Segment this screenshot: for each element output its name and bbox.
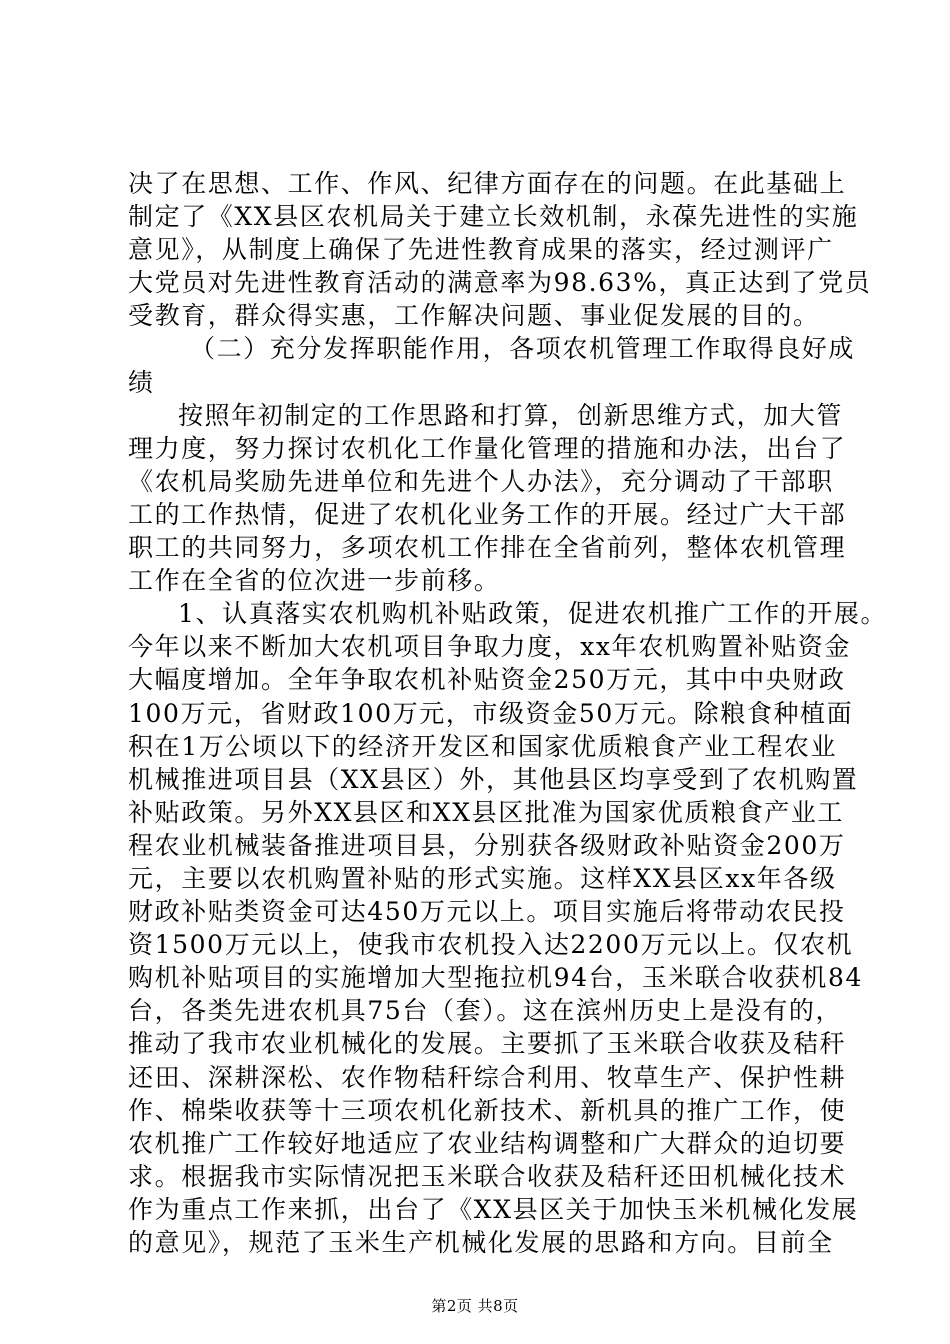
body-line: 农机推广工作较好地适应了农业结构调整和广大群众的迫切要 <box>128 1128 847 1158</box>
body-line: 制定了《XX县区农机局关于建立长效机制，永葆先进性的实施 <box>128 202 859 232</box>
body-line: 推动了我市农业机械化的发展。主要抓了玉米联合收获及秸秆 <box>128 1029 847 1059</box>
subsection-heading: 1、认真落实农机购机补贴政策，促进农机推广工作的开展。 <box>178 599 888 629</box>
section-heading: （二）充分发挥职能作用，各项农机管理工作取得良好成 <box>190 334 856 364</box>
body-line: 大幅度增加。全年争取农机补贴资金250万元，其中中央财政 <box>128 665 846 695</box>
section-heading-continued: 绩 <box>128 367 155 397</box>
body-line: 理力度，努力探讨农机化工作量化管理的措施和办法，出台了 <box>128 433 847 463</box>
body-line: 还田、深耕深松、农作物秸秆综合利用、牧草生产、保护性耕 <box>128 1062 847 1092</box>
body-line: 决了在思想、工作、作风、纪律方面存在的问题。在此基础上 <box>128 169 847 198</box>
body-line: 工的工作热情，促进了农机化业务工作的开展。经过广大干部 <box>128 499 847 529</box>
body-line: 程农业机械装备推进项目县，分别获各级财政补贴资金200万 <box>128 830 846 860</box>
body-line: 台，各类先进农机具75台（套）。这在滨州历史上是没有的， <box>128 996 843 1026</box>
body-line: 受教育，群众得实惠，工作解决问题、事业促发展的目的。 <box>128 301 820 331</box>
body-line: 《农机局奖励先进单位和先进个人办法》，充分调动了干部职 <box>128 466 834 496</box>
document-body <box>128 167 888 1259</box>
body-line: 100万元，省财政100万元，市级资金50万元。除粮食种植面 <box>128 698 854 728</box>
body-line: 求。根据我市实际情况把玉米联合收获及秸秆还田机械化技术 <box>128 1161 847 1191</box>
body-line: 意见》，从制度上确保了先进性教育成果的落实，经过测评广 <box>128 235 834 265</box>
body-line: 积在1万公顷以下的经济开发区和国家优质粮食产业工程农业 <box>128 731 838 761</box>
body-line: 的意见》，规范了玉米生产机械化发展的思路和方向。目前全 <box>128 1228 834 1257</box>
body-line: 财政补贴类资金可达450万元以上。项目实施后将带动农民投 <box>128 897 846 927</box>
body-line: 工作在全省的位次进一步前移。 <box>128 566 501 596</box>
body-line: 作为重点工作来抓，出台了《XX县区关于加快玉米机械化发展 <box>128 1194 859 1224</box>
body-line: 按照年初制定的工作思路和打算，创新思维方式，加大管 <box>178 400 844 430</box>
body-line: 机械推进项目县（XX县区）外，其他县区均享受到了农机购置 <box>128 764 859 794</box>
body-line: 元，主要以农机购置补贴的形式实施。这样XX县区xx年各级 <box>128 863 837 893</box>
body-line: 资1500万元以上，使我市农机投入达2200万元以上。仅农机 <box>128 930 854 960</box>
body-line: 作、棉柴收获等十三项农机化新技术、新机具的推广工作，使 <box>128 1095 847 1125</box>
body-line: 大党员对先进性教育活动的满意率为98.63%，真正达到了党员 <box>128 268 872 298</box>
body-line: 补贴政策。另外XX县区和XX县区批准为国家优质粮食产业工 <box>128 797 844 827</box>
page-number-footer: 第2页 共8页 <box>431 1297 519 1315</box>
body-line: 购机补贴项目的实施增加大型拖拉机94台，玉米联合收获机84 <box>128 963 864 993</box>
body-line: 职工的共同努力，多项农机工作排在全省前列，整体农机管理 <box>128 533 847 563</box>
body-line: 今年以来不断加大农机项目争取力度，xx年农机购置补贴资金 <box>128 632 852 662</box>
